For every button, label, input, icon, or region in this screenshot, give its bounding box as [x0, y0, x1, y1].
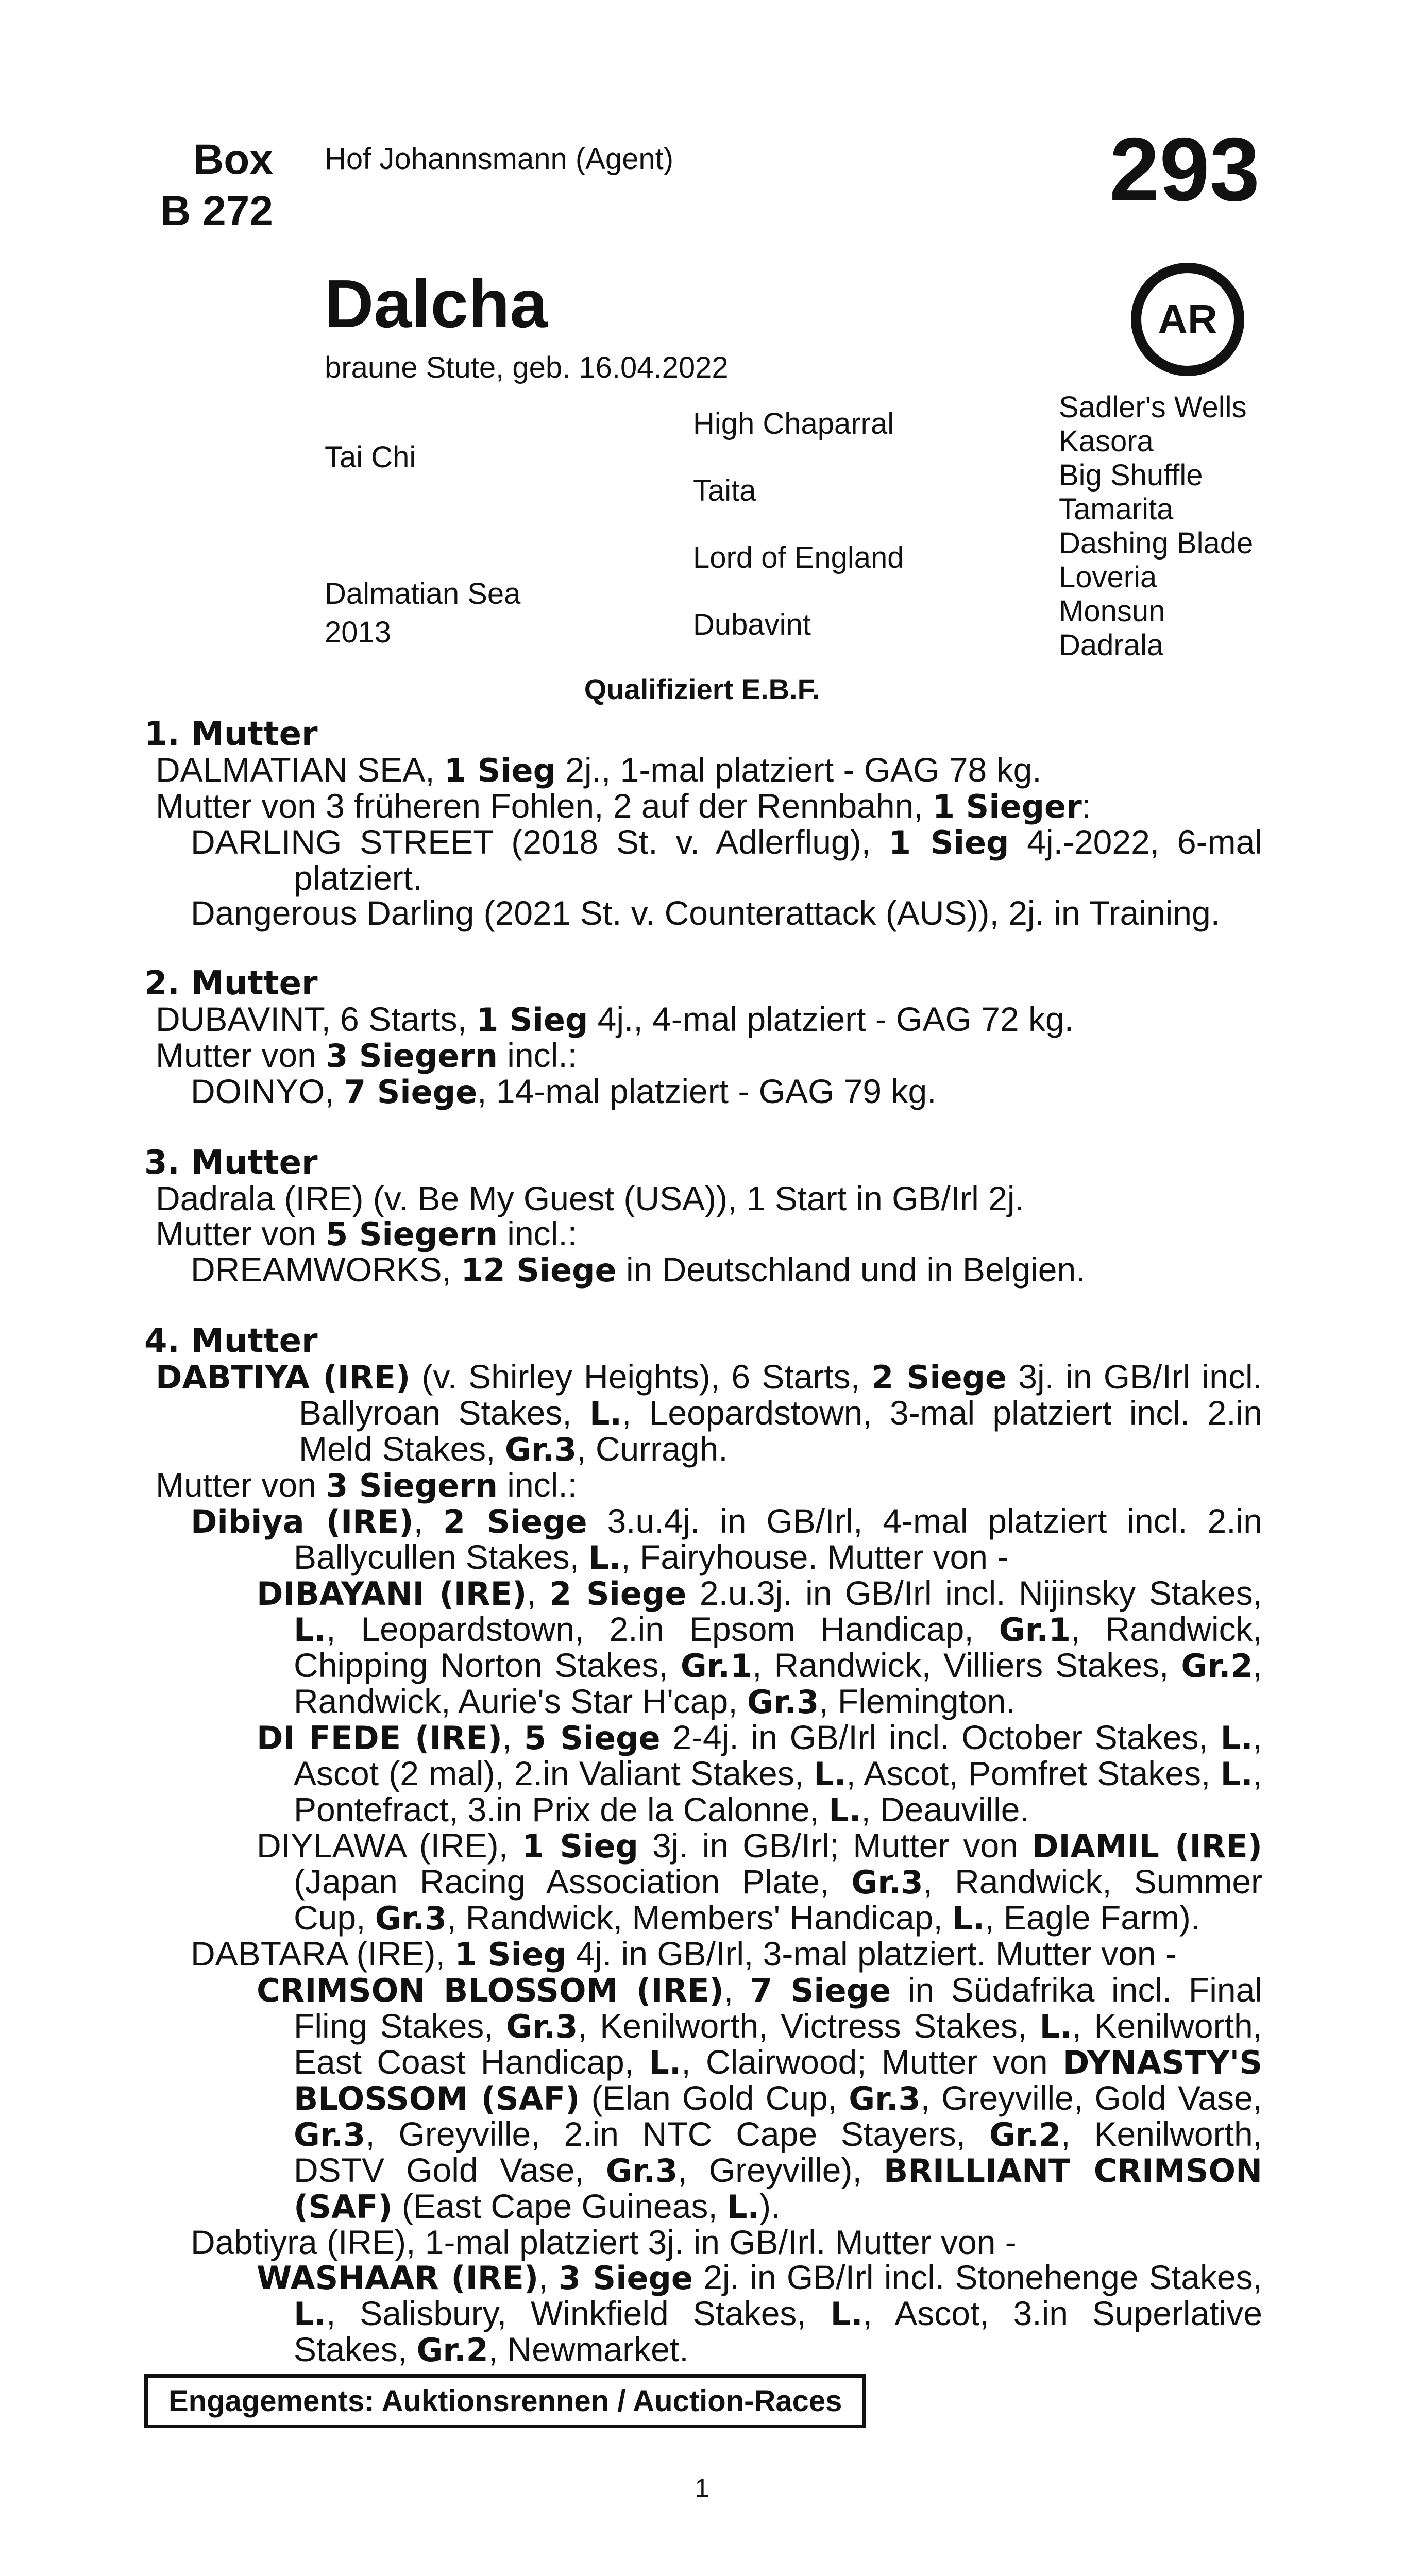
wins: 1 Sieg [444, 752, 556, 789]
pedigree-great-grandparent: Loveria [1059, 561, 1157, 594]
produce-summary-line [144, 1038, 1262, 1074]
grade: Gr.3 [506, 2008, 578, 2045]
text: , Randwick, Summer Cup, [294, 1862, 1263, 1937]
wins: 3 Siege [558, 2259, 693, 2297]
produce-summary-line [144, 1467, 1262, 1503]
produce-entry [144, 824, 1262, 895]
produce-summary-line [144, 788, 1262, 824]
section-heading: 4. Mutter [144, 1322, 318, 1360]
text: , Randwick, Aurie's Star H'cap, [294, 1646, 1263, 1720]
text: , [502, 1718, 525, 1756]
winners: 3 Siegern [326, 1037, 498, 1075]
dam-record-line [144, 1359, 1262, 1467]
text: Dangerous Darling (2021 St. v. Counterattack (AUS)), 2j. in Training. [191, 894, 1221, 932]
text: in Deutschland und in Belgien. [616, 1250, 1086, 1289]
produce-entry [144, 1503, 1262, 1575]
text: , Kenilworth, Victress Stakes, [578, 2007, 1040, 2045]
pedigree-dam-year: 2013 [325, 616, 392, 649]
grade: L. [589, 1395, 622, 1432]
produce-entry [144, 1074, 1262, 1110]
wins: 1 Sieg [454, 1936, 567, 1973]
text: 2.u.3j. in GB/Irl incl. Nijinsky Stakes, [686, 1574, 1262, 1612]
horse-description: braune Stute, geb. 16.04.2022 [325, 351, 729, 384]
produce-entry [144, 2260, 1262, 2368]
ar-badge-label: AR [1158, 296, 1217, 342]
text: Mutter von 3 früheren Fohlen, 2 auf der Rennbahn, [156, 787, 933, 825]
produce-summary-line [144, 1216, 1262, 1252]
produce-entry [144, 1720, 1262, 1828]
pedigree-sire: Tai Chi [325, 440, 416, 474]
grade: Gr.3 [504, 1431, 577, 1468]
text: , Ascot, Pomfret Stakes, [846, 1754, 1221, 1792]
text: , Ascot, 3.in Superlative Stakes, [294, 2294, 1263, 2368]
produce-entry [144, 1828, 1262, 1936]
text: Dadrala (IRE) (v. Be My Guest (USA)), 1 Start in GB/Irl 2j. [156, 1179, 1024, 1217]
agent-name: Hof Johannsmann (Agent) [325, 142, 674, 176]
section-3rd-dam [144, 1145, 1262, 1288]
text: Dabtiyra (IRE), 1-mal platziert 3j. in GB/Irl. Mutter von - [191, 2223, 1017, 2261]
pedigree-great-grandparent: Kasora [1059, 425, 1154, 458]
grade: Gr.3 [294, 2116, 366, 2154]
grade: L. [649, 2044, 682, 2081]
horse: DIAMIL (IRE) [1032, 1827, 1263, 1865]
section-1st-dam [144, 716, 1262, 930]
grade: L. [952, 1900, 985, 1937]
produce-entry [144, 2225, 1262, 2260]
grade: Gr.2 [989, 2116, 1061, 2154]
text: , Salisbury, Winkfield Stakes, [326, 2294, 831, 2332]
text: : [1081, 787, 1091, 825]
text: , Ascot (2 mal), 2.in Valiant Stakes, [294, 1718, 1262, 1792]
text: 4j.-2022, 6-mal platziert. [294, 823, 1262, 897]
dam-record-line [144, 1002, 1262, 1038]
text: DUBAVINT, 6 Starts, [156, 1000, 477, 1038]
box-label-line1: Box [193, 136, 273, 183]
text: , Randwick, Members' Handicap, [447, 1899, 953, 1937]
wins: 5 Siege [524, 1719, 661, 1757]
section-heading: 2. Mutter [144, 964, 318, 1003]
text: DIYLAWA (IRE), [257, 1826, 522, 1865]
pedigree-great-grandparent: Dashing Blade [1059, 527, 1254, 560]
text: 2j., 1-mal platziert - GAG 78 kg. [555, 751, 1042, 789]
text: , Kenilworth, East Coast Handicap, [294, 2007, 1262, 2081]
text: 4j., 4-mal platziert - GAG 72 kg. [588, 1000, 1074, 1038]
text: 3j. in GB/Irl incl. Ballyroan Stakes, [299, 1358, 1262, 1432]
text: Mutter von [156, 1036, 326, 1074]
grade: Gr.3 [851, 1863, 923, 1901]
dam-record-line [144, 752, 1262, 788]
text: DOINYO, [191, 1072, 344, 1110]
lot-number: 293 [1109, 120, 1260, 220]
pedigree-grandparent: Dubavint [693, 608, 811, 641]
produce-entry [144, 1575, 1262, 1720]
grade: Gr.1 [680, 1647, 753, 1685]
produce-entry [144, 1972, 1262, 2225]
pedigree-great-grandparent: Sadler's Wells [1059, 391, 1247, 424]
text: 4j. in GB/Irl, 3-mal platziert. Mutter von - [566, 1935, 1177, 1973]
text: , Newmarket. [488, 2330, 689, 2368]
pedigree-grandparent: High Chaparral [693, 407, 894, 440]
grade: Gr.2 [416, 2331, 488, 2369]
text: DALMATIAN SEA, [156, 751, 444, 789]
text: , 14-mal platziert - GAG 79 kg. [477, 1072, 937, 1110]
horse: WASHAAR (IRE) [257, 2259, 539, 2297]
qualification-note: Qualifiziert E.B.F. [584, 673, 820, 705]
grade: L. [1220, 1719, 1253, 1757]
pedigree-great-grandparent: Big Shuffle [1059, 459, 1203, 492]
box-label [103, 134, 273, 237]
pedigree-grandparent: Taita [693, 474, 756, 507]
text: , Curragh. [577, 1430, 728, 1468]
horse: Dibiya (IRE) [191, 1503, 414, 1540]
text: 2-4j. in GB/Irl incl. October Stakes, [660, 1718, 1221, 1756]
text: , Greyville, Gold Vase, [920, 2079, 1262, 2117]
grade: Gr.2 [1181, 1647, 1253, 1685]
horse: DABTIYA (IRE) [156, 1359, 411, 1396]
grade: L. [727, 2188, 760, 2226]
pedigree-great-grandparent: Tamarita [1059, 493, 1174, 526]
text: (Elan Gold Cup, [580, 2079, 849, 2117]
grade: L. [828, 1791, 861, 1829]
engagements-box: Engagements: Auktionsrennen / Auction-Races [144, 2374, 866, 2428]
horse: BRILLIANT CRIMSON (SAF) [294, 2152, 1262, 2226]
text: 3.u.4j. in GB/Irl, 4-mal platziert incl. 2.in Ballycullen Stakes, [294, 1502, 1262, 1576]
horse: DYNASTY'S BLOSSOM (SAF) [294, 2044, 1263, 2117]
grade: Gr.3 [849, 2080, 921, 2117]
grade: L. [294, 1611, 327, 1649]
section-2nd-dam [144, 965, 1262, 1110]
page-number: 1 [695, 2473, 709, 2502]
text: Mutter von [156, 1214, 326, 1252]
grade: L. [588, 1539, 621, 1577]
grade: L. [830, 2295, 863, 2333]
produce-entry [144, 1936, 1262, 1972]
pedigree-grandparent: Lord of England [693, 541, 904, 574]
text: in Südafrika incl. Final Fling Stakes, [294, 1971, 1262, 2045]
grade: Gr.3 [375, 1900, 447, 1937]
text: incl.: [497, 1036, 578, 1074]
section-heading: 3. Mutter [144, 1144, 318, 1182]
text: incl.: [497, 1214, 578, 1252]
horse: DI FEDE (IRE) [257, 1719, 502, 1757]
wins: 1 Sieg [888, 824, 1009, 861]
text: Mutter von [156, 1466, 326, 1504]
text: , Clairwood; Mutter von [681, 2043, 1063, 2081]
text: (Japan Racing Association Plate, [294, 1862, 852, 1901]
wins: 12 Siege [461, 1251, 617, 1289]
grade: L. [814, 1755, 847, 1793]
winners: 1 Sieger [932, 788, 1082, 825]
text: (East Cape Guineas, [392, 2187, 728, 2225]
text: , Eagle Farm). [985, 1899, 1200, 1937]
produce-entry [144, 1252, 1262, 1288]
pedigree-great-grandparent: Monsun [1059, 595, 1165, 628]
text: incl.: [497, 1466, 578, 1504]
text: , Leopardstown, 2.in Epsom Handicap, [326, 1610, 999, 1648]
text: , Randwick, Villiers Stakes, [752, 1646, 1181, 1684]
wins: 2 Siege [443, 1503, 587, 1540]
text: , Leopardstown, 3-mal platziert incl. 2.in Meld Stakes, [299, 1394, 1262, 1468]
pedigree-great-grandparent: Dadrala [1059, 629, 1164, 662]
section-4th-dam [144, 1323, 1262, 2368]
text: DREAMWORKS, [191, 1250, 461, 1289]
text: , Kenilworth, DSTV Gold Vase, [294, 2115, 1262, 2189]
text: , Greyville, 2.in NTC Cape Stayers, [365, 2115, 989, 2153]
winners: 3 Siegern [326, 1467, 498, 1504]
grade: L. [294, 2295, 327, 2333]
text: 3j. in GB/Irl; Mutter von [638, 1826, 1033, 1865]
horse-name: Dalcha [325, 266, 548, 342]
text: DARLING STREET (2018 St. v. Adlerflug), [191, 823, 889, 861]
text: , Pontefract, 3.in Prix de la Calonne, [294, 1754, 1263, 1828]
text: ). [759, 2187, 781, 2225]
wins: 1 Sieg [522, 1827, 638, 1865]
horse: CRIMSON BLOSSOM (IRE) [257, 1972, 724, 2009]
text: , Greyville), [678, 2151, 884, 2189]
text: , [527, 1574, 550, 1612]
text: 2j. in GB/Irl incl. Stonehenge Stakes, [692, 2258, 1262, 2296]
horse: DIBAYANI (IRE) [257, 1575, 527, 1613]
family-details [144, 716, 1262, 2403]
wins: 2 Siege [871, 1359, 1007, 1396]
wins: 1 Sieg [476, 1001, 588, 1039]
grade: Gr.3 [747, 1683, 819, 1721]
text: , Fairyhouse. Mutter von - [621, 1538, 1009, 1576]
pedigree-dam: Dalmatian Sea [325, 577, 521, 611]
wins: 7 Siege [344, 1073, 478, 1111]
text: , Flemington. [819, 1682, 1016, 1720]
wins: 7 Siege [750, 1972, 891, 2009]
ar-badge [1131, 263, 1244, 376]
wins: 2 Siege [549, 1575, 687, 1613]
produce-entry [144, 895, 1262, 930]
winners: 5 Siegern [326, 1215, 498, 1253]
grade: Gr.1 [999, 1611, 1071, 1649]
text: DABTARA (IRE), [191, 1935, 455, 1973]
text: , Randwick, Chipping Norton Stakes, [294, 1610, 1262, 1684]
text: , [538, 2258, 559, 2296]
section-heading: 1. Mutter [144, 715, 318, 753]
dam-record-line [144, 1181, 1262, 1216]
box-label-line2: B 272 [160, 188, 273, 234]
text: , Deauville. [861, 1790, 1029, 1828]
grade: Gr.3 [605, 2152, 678, 2190]
text: , [413, 1502, 443, 1540]
text: (v. Shirley Heights), 6 Starts, [410, 1358, 872, 1396]
text: , [723, 1971, 750, 2009]
grade: L. [1039, 2008, 1072, 2045]
grade: L. [1220, 1755, 1253, 1793]
